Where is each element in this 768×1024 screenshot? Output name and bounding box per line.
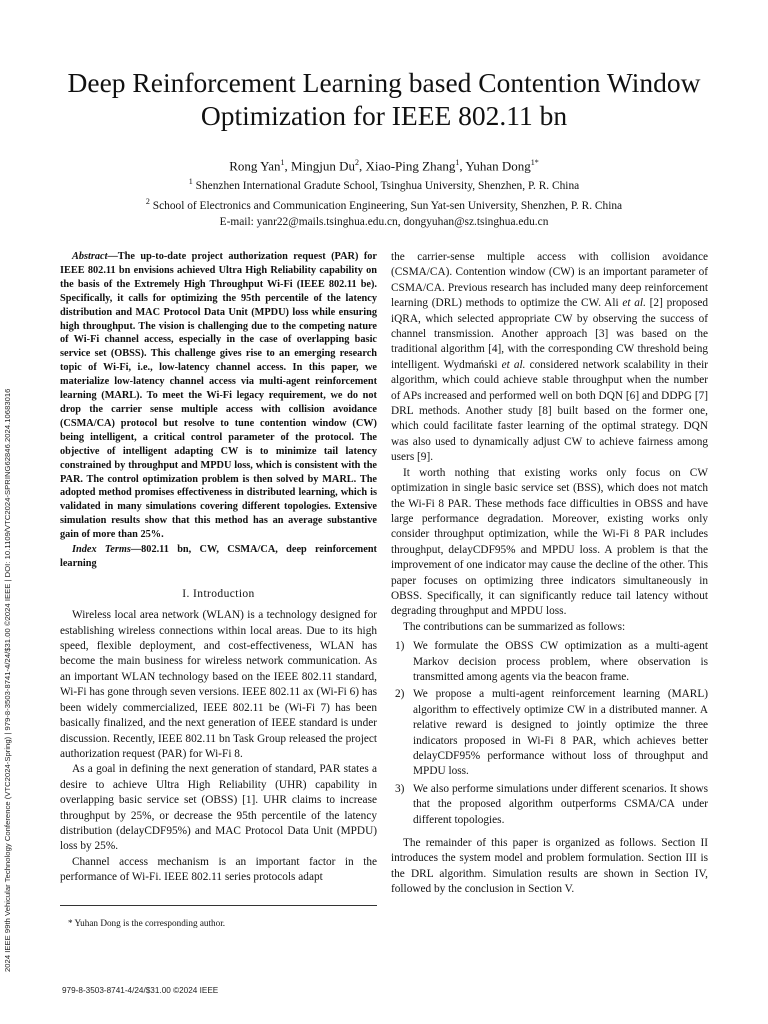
contributions-list (391, 639, 708, 828)
affiliation-sup: 1 (188, 177, 193, 187)
side-citation: 2024 IEEE 99th Vehicular Technology Conference (VTC2024-Spring) | 979-8-3503-8741-4/24/$31.00 ©2024 IEEE | DOI: 10.1109/VTC2024-SPRING62846.2024.10683016 (3, 388, 12, 972)
list-number: 3) (395, 782, 405, 795)
index-terms-label: Index Terms (72, 544, 131, 556)
list-number: 1) (395, 640, 405, 653)
list-item (391, 782, 708, 828)
affiliation-1 (60, 174, 708, 194)
copyright-footer: 979-8-3503-8741-4/24/$31.00 ©2024 IEEE (62, 986, 219, 995)
intro-paragraph-2: As a goal in defining the next generation of standard, PAR states a desire to achieve Ultra High Reliability (UHR) capability in overlapping basic service set (OBSS) [1]. UHR claims to increase throughput by 25%, or decrease the 95th percentile of the latency distribution (delayCDF95%) and MAC Protocol Data Unit (MPDU) loss by 25%. (60, 763, 377, 853)
text-run-italic: et al. (501, 358, 526, 371)
list-item (391, 639, 708, 685)
affiliation-text: Shenzhen International Gradute School, Tsinghua University, Shenzhen, P. R. China (195, 180, 580, 193)
right-paragraph-3: The contributions can be summarized as follows: (403, 620, 626, 633)
author-name: Mingjun Du (291, 158, 355, 174)
paper-title: Deep Reinforcement Learning based Contention Window Optimization for IEEE 802.11 bn (67, 67, 701, 131)
right-paragraph-2: It worth nothing that existing works only focus on CW optimization in single basic service set (BSS), which does not match the Wi-Fi 8 PAR. These methods face difficulties in OBSS and have large performance degradation. Moreover, existing works only consider throughput optimization, while the Wi-Fi 8 PAR includes throughput, delayCDF95% and MPDU loss. A problem is that the improvement of one indicator may cause the decline of the other. This paper focuses on optimizing three indicators simultaneously in OBSS. Specifically, it can significantly reduce tail latency without degrading throughput and MPDU loss. (391, 466, 708, 618)
author-name: Yuhan Dong (465, 158, 531, 174)
footnote-text: * Yuhan Dong is the corresponding author. (68, 918, 226, 928)
author-name: Xiao-Ping Zhang (365, 158, 456, 174)
author-names: Rong Yan$^1$, Mingjun Du$^2$, Xiao-Ping Zhang$^1$, Yuhan Dong$^{1*}$ (229, 158, 539, 174)
author-email: E-mail: yanr22@mails.tsinghua.edu.cn, dongyuhan@sz.tsinghua.edu.cn (219, 215, 549, 228)
affiliation-text: School of Electronics and Communication Engineering, Sun Yat-sen University, Shenzhen, P. R. China (152, 199, 623, 212)
abstract-text: —The up-to-date project authorization request (PAR) for IEEE 802.11 bn envisions achieved Ultra High Reliability capability on the basis of the Extremely High Throughput Wi-Fi (IEEE 802.11 be). Specifically, it calls for optimizing the 95th percentile of the latency distribution and MAC Protocol Data Unit (MPDU) loss while ensuring high throughput. The vision is challenging due to the competing nature of Wi-Fi channel access, especially in the case of overlapping basic service set (OBSS). This challenge gives rise to an emerging research topic of Wi-Fi, i.e., low-latency channel access. In this paper, we materialize low-latency channel access via multi-agent reinforcement learning (MARL). To meet the Wi-Fi legacy requirement, we do not drop the carrier sense multiple access with collision avoidance (CSMA/CA) protocol but resolve to tune contention window (CW) being intelligent, a critical control parameter of the protocol. The objective of intelligent adapting CW is to minimize tail latency constrained by throughput and MPDU loss, which is consistent with the PAR. The control optimization problem is then solved by MARL. The adopted method promises effectiveness in distributed learning, which is validated in many simulations covering different topologies. Extensive simulation results show that this method has an average substantive gain of more than 25%. (60, 251, 377, 541)
author-sup: 1 (455, 158, 460, 167)
author-sup: 1 (280, 158, 285, 167)
list-item (391, 687, 708, 779)
intro-paragraph-3: Channel access mechanism is an important factor in the performance of Wi-Fi. IEEE 802.11 series protocols adapt (60, 855, 377, 884)
right-paragraph-1 (391, 250, 708, 466)
list-text: We propose a multi-agent reinforcement learning (MARL) algorithm to effectively optimize CW in a distributed manner. A relative reward is designed to jointly optimize the three indicators proposed in Wi-Fi 8 PAR, which achieves better delayCDF95% performance without loss of throughput and MPDU loss. (413, 688, 708, 778)
abstract-label: Abstract (72, 251, 108, 262)
list-text: We formulate the OBSS CW optimization as a multi-agent Markov decision process problem, where observation is transmitted among agents via the beacon frame. (413, 640, 708, 683)
affiliation-sup: 2 (145, 197, 150, 207)
index-terms (60, 543, 377, 571)
left-column (60, 250, 377, 886)
right-column (391, 250, 708, 898)
index-terms-text: —802.11 bn, CW, CSMA/CA, deep reinforcement learning (60, 544, 377, 569)
author-block (60, 154, 708, 230)
list-text: We also performe simulations under different scenarios. It shows that the proposed algorithm outperforms CSMA/CA under different topologies. (413, 782, 708, 826)
text-run: considered network scalability in their algorithm, which could achieve stable throughput when the number of APs increased and performed well on both DQN [6] and DDPG [7] DRL methods. Another study [8] built based on the former one, which could facilitate faster learning of the optimal strategy. DQN was also used to dynamically adjust CW to achieve fairness among users [9]. (391, 358, 708, 464)
affiliation-2 (60, 194, 708, 214)
footnote (60, 905, 377, 929)
right-paragraph-4: The remainder of this paper is organized as follows. Section II introduces the system model and problem formulation. Section III is the DRL algorithm. Simulation results are shown in Section IV, followed by the conclusion in Section V. (391, 837, 708, 896)
author-name: Rong Yan (229, 158, 281, 174)
section-heading-introduction: I. Introduction (182, 587, 255, 600)
text-run: [2] proposed iQRA, which selected appropriate CW by observing the success of channel transmission. Another approach [3] was based on the traditional algorithm [4], with the corresponding CW threshold being intelligent. Wydmański (391, 297, 709, 371)
author-sup: 1* (530, 158, 539, 167)
text-run: the carrier-sense multiple access with collision avoidance (CSMA/CA). Contention window (CW) is an important parameter of CSMA/CA. Previous research has included many deep reinforcement learning (DRL) methods to optimize the CW. Ali (391, 251, 708, 310)
text-run-italic: et al. (622, 297, 646, 310)
author-sup: 2 (354, 158, 359, 167)
abstract (60, 250, 377, 542)
list-number: 2) (395, 688, 405, 701)
intro-paragraph-1: Wireless local area network (WLAN) is a technology designed for establishing wireless connections within local areas. Due to its high speed, flexible deployment, and cost-effectiveness, WLAN has become the main business for wireless network communication. As an important WLAN technology based on the IEEE 802.11 standard, Wi-Fi has gone through seven versions. IEEE 802.11 ax (Wi-Fi 6) has been widely commercialized, IEEE 802.11 be (Wi-Fi 7) has been basically finalized, and the next generation of IEEE standard is under discussion. Recently, IEEE 802.11 bn Task Group released the project authorization request (PAR) for Wi-Fi 8. (60, 609, 377, 760)
